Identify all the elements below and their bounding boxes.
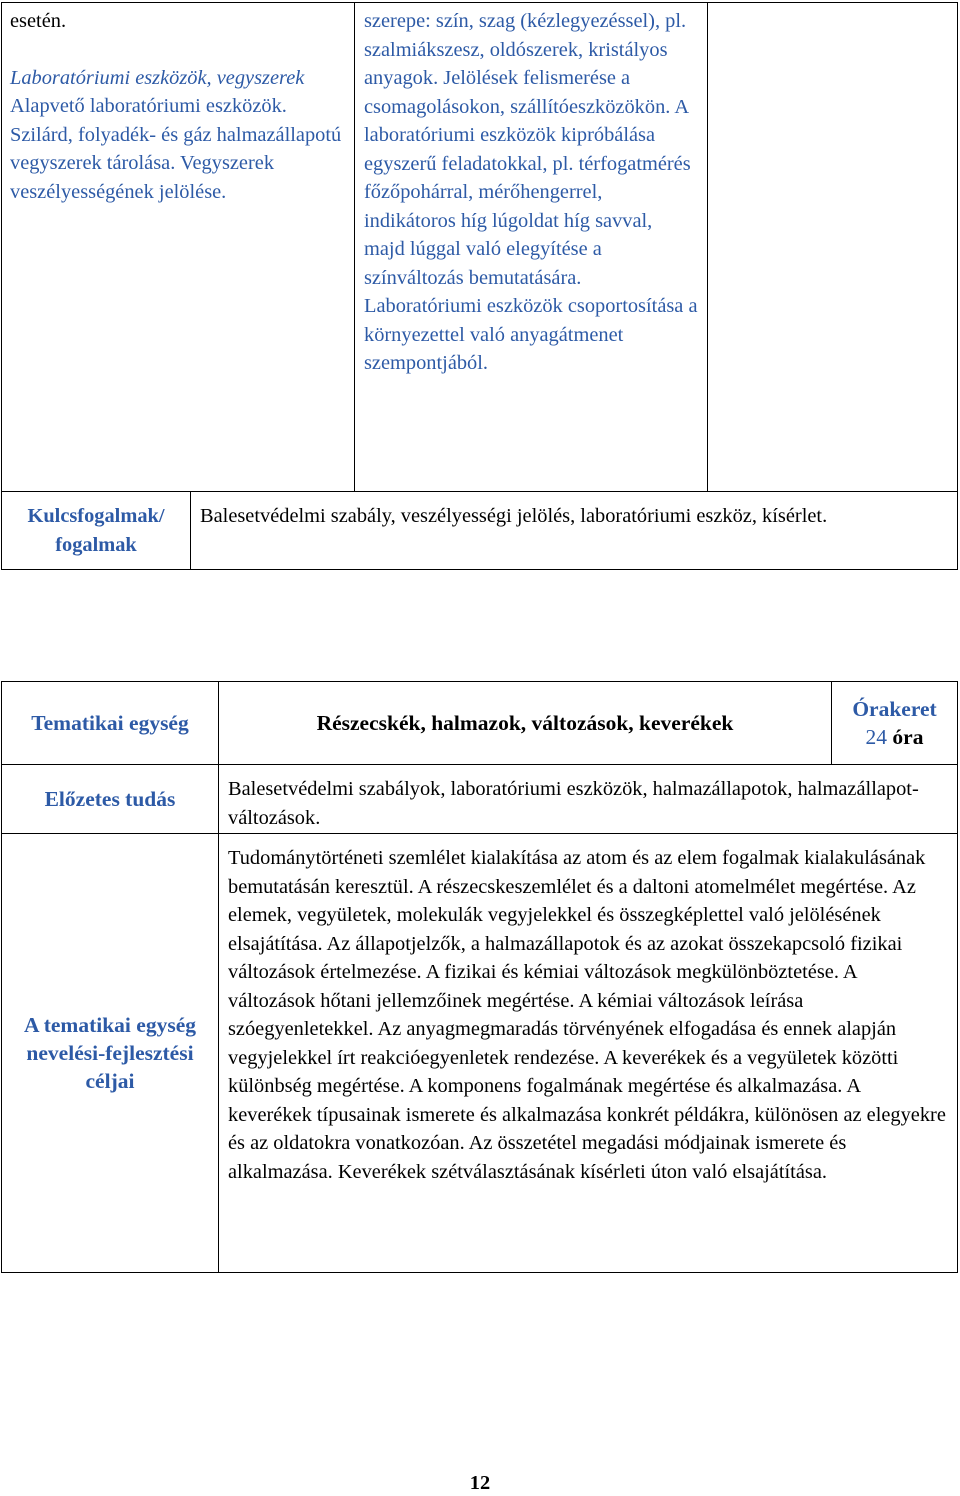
goals-label-1: A tematikai egység [24, 1013, 196, 1037]
prior-knowledge-value-cell [218, 764, 958, 834]
activities-text: szerepe: szín, szag (kézlegyezéssel), pl. szalmiákszesz, oldószerek, kristályos anyagok. Jelölések felismerése a csomagolásokon, szállítóeszközökön. A laboratóriumi eszközök kipróbálása egyszerű feladatokkal, pl. térfogatmérés főzőpohárral, mérőhengerrel, indikátoros híg lúgoldat híg savval, majd lúggal való elegyítése a színváltozás bemutatására. Laboratóriumi eszközök csoportosítása a környezettel való anyagátmenet szempontjából. [364, 10, 698, 374]
hours-unit: óra [892, 725, 924, 749]
key-concepts-value: Balesetvédelmi szabály, veszélyességi jelölés, laboratóriumi eszköz, kísérlet. [200, 505, 828, 527]
hours-cell [831, 681, 958, 765]
goals-label-2: nevelési-fejlesztési [26, 1041, 194, 1065]
topics-cell [1, 2, 355, 492]
connections-cell [707, 2, 958, 492]
curriculum-table-continued [1, 2, 958, 570]
goals-value: Tudománytörténeti szemlélet kialakítása az atom és az elem fogalmak kialakulásának bemutatásán keresztül. A részecskeszemlélet és a daltoni atomelmélet megértése. Az elemek, vegyületek, molekulák vegyjelekkel és összegképlettel való jelölésének elsajátítása. Az állapotjelzők, a halmazállapotok és az azokat összekapcsoló fizikai változások értelmezése. A fizikai és kémiai változások megkülönböztetése. A változások hőtani jellemzőinek megértése. A kémiai változások leírása szóegyenletekkel. Az anyagmegmaradás törvényének elfogadása és ennek alapján vegyjelekkel írt reakcióegyenletek rendezése. A keverékek és a vegyületek közötti különbség megértése. A komponens fogalmának megértése és alkalmazása. A keverékek típusainak ismerete és alkalmazása konkrét példákra, különösen az elegyekre és az oldatokra vonatkozóan. Az összetétel megadási módjainak ismerete és alkalmazása. Keverékek szétválasztásának kísérleti úton való elsajátítása. [228, 847, 946, 1183]
page-number: 12 [469, 1472, 491, 1494]
activities-cell [354, 2, 708, 492]
hours-line [866, 723, 924, 751]
prior-knowledge-value: Balesetvédelmi szabályok, laboratóriumi eszközök, halmazállapotok, halmazállapot-változások. [228, 778, 919, 829]
key-concepts-label-cell [1, 491, 191, 570]
unit-title-cell [218, 681, 832, 765]
hours-label: Órakeret [852, 697, 937, 721]
key-concepts-label-2: fogalmak [55, 533, 137, 556]
unit-label: Tematikai egység [31, 711, 189, 735]
prior-knowledge-label-cell [1, 764, 219, 834]
key-concepts-value-cell [190, 491, 958, 570]
goals-label-3: céljai [85, 1069, 135, 1093]
thematic-unit-table [1, 681, 958, 1273]
unit-title: Részecskék, halmazok, változások, keverékek [316, 711, 734, 735]
topics-body: Alapvető laboratóriumi eszközök. Szilárd, folyadék- és gáz halmazállapotú vegyszerek tárolása. Vegyszerek veszélyességének jelölése. [10, 95, 342, 203]
prior-knowledge-label: Előzetes tudás [44, 787, 176, 811]
unit-label-cell [1, 681, 219, 765]
topics-line-cont: esetén. [10, 10, 67, 32]
key-concepts-label-1: Kulcsfogalmak/ [27, 505, 165, 527]
goals-value-cell [218, 833, 958, 1273]
topics-section-title: Laboratóriumi eszközök, vegyszerek [10, 66, 305, 89]
goals-label-cell [1, 833, 219, 1273]
hours-value: 24 [865, 725, 888, 749]
